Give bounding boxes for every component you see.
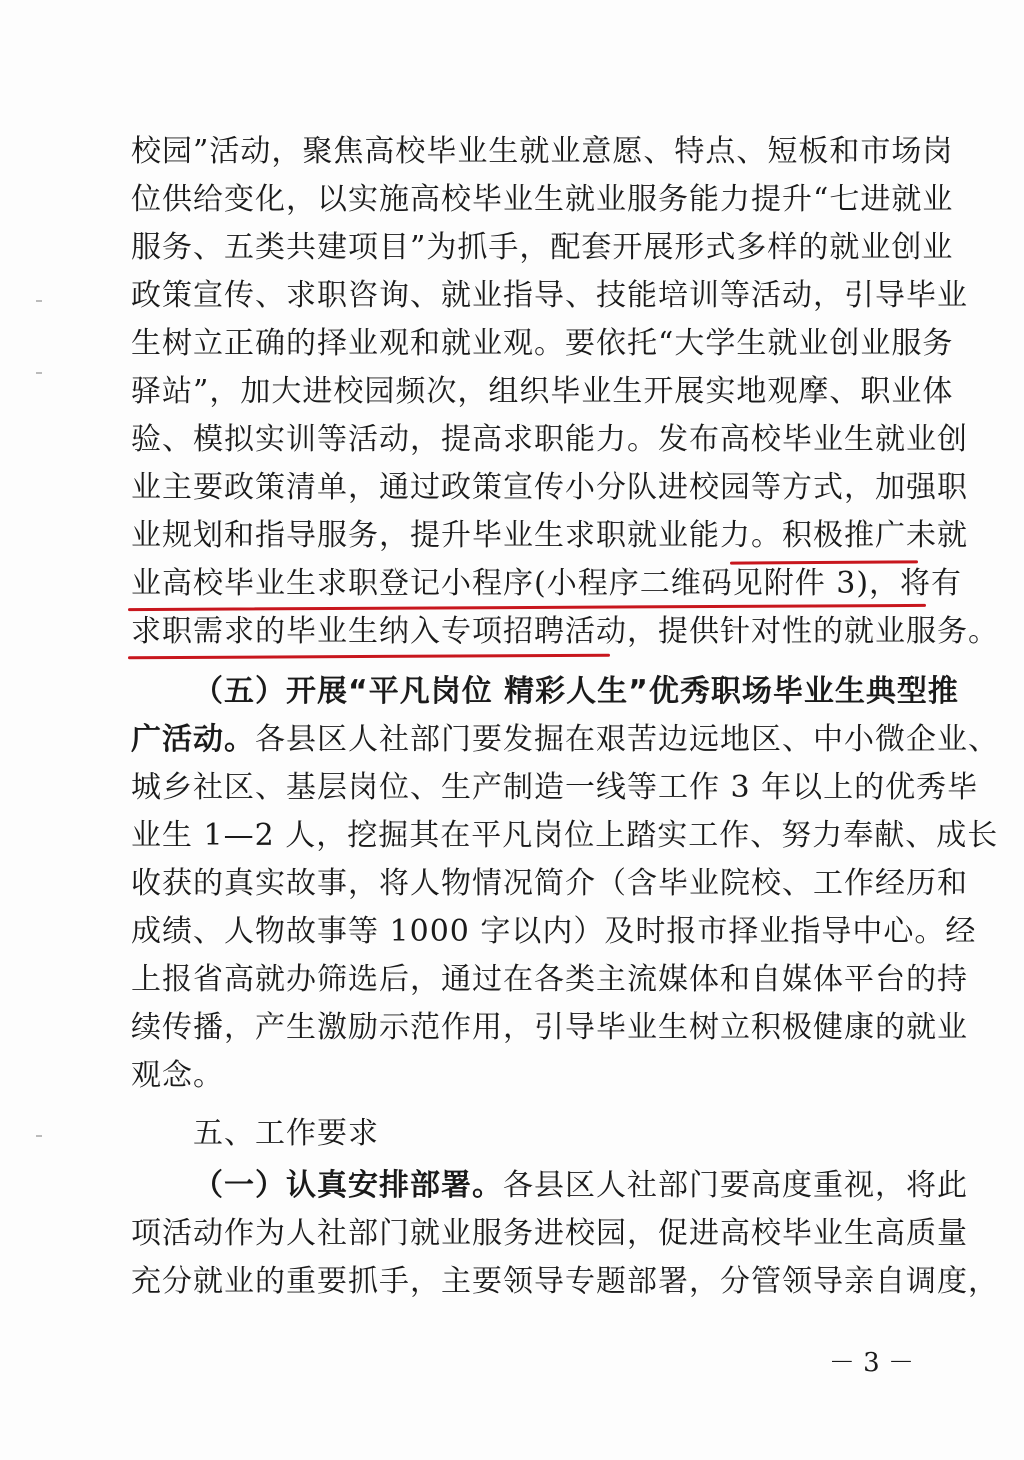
subsection-heading: （一）认真安排部署。 bbox=[193, 1168, 503, 1203]
body-line: 成绩、人物故事等 1000 字以内）及时报市择业指导中心。经 bbox=[131, 914, 977, 949]
body-line: 续传播，产生激励示范作用，引导毕业生树立积极健康的就业 bbox=[131, 1010, 968, 1045]
body-line: 业高校毕业生求职登记小程序(小程序二维码见附件 3)，将有 bbox=[131, 566, 963, 601]
body-line: 政策宣传、求职咨询、就业指导、技能培训等活动，引导毕业 bbox=[131, 278, 968, 313]
scan-mark bbox=[36, 300, 42, 302]
body-text: 各县区人社部门要高度重视，将此 bbox=[503, 1168, 968, 1203]
scan-mark bbox=[36, 1135, 42, 1137]
body-line: 驿站”，加大进校园频次，组织毕业生开展实地观摩、职业体 bbox=[131, 374, 954, 409]
body-line: 观念。 bbox=[131, 1058, 224, 1093]
body-line: 充分就业的重要抓手，主要领导专题部署，分管领导亲自调度， bbox=[131, 1264, 999, 1299]
body-line: 收获的真实故事，将人物情况简介（含毕业院校、工作经历和 bbox=[131, 866, 968, 901]
body-line: 位供给变化，以实施高校毕业生就业服务能力提升“七进就业 bbox=[131, 182, 954, 217]
body-line: 生树立正确的择业观和就业观。要依托“大学生就业创业服务 bbox=[131, 326, 954, 361]
page-number: － 3 － bbox=[828, 1348, 914, 1378]
body-line: 业规划和指导服务，提升毕业生求职就业能力。积极推广未就 bbox=[131, 518, 968, 553]
body-line bbox=[131, 716, 999, 764]
body-line: 上报省高就办筛选后，通过在各类主流媒体和自媒体平台的持 bbox=[131, 962, 968, 997]
body-text: 各县区人社部门要发掘在艰苦边远地区、中小微企业、 bbox=[255, 722, 999, 757]
scan-mark bbox=[36, 372, 42, 374]
section-heading-end: 广活动。 bbox=[131, 722, 255, 757]
body-line: 校园”活动，聚焦高校毕业生就业意愿、特点、短板和市场岗 bbox=[131, 134, 954, 169]
body-line bbox=[193, 1162, 968, 1210]
body-line: 求职需求的毕业生纳入专项招聘活动，提供针对性的就业服务。 bbox=[131, 614, 999, 649]
chapter-heading: 五、工作要求 bbox=[193, 1116, 379, 1151]
body-line: 业生 1—2 人，挖掘其在平凡岗位上踏实工作、努力奉献、成长 bbox=[131, 818, 999, 853]
body-line: 业主要政策清单，通过政策宣传小分队进校园等方式，加强职 bbox=[131, 470, 968, 505]
section-heading: （五）开展“平凡岗位 精彩人生”优秀职场毕业生典型推 bbox=[193, 674, 959, 709]
body-line: 项活动作为人社部门就业服务进校园，促进高校毕业生高质量 bbox=[131, 1216, 968, 1251]
body-line: 城乡社区、基层岗位、生产制造一线等工作 3 年以上的优秀毕 bbox=[131, 770, 979, 805]
body-line: 验、模拟实训等活动，提高求职能力。发布高校毕业生就业创 bbox=[131, 422, 968, 457]
body-line: 服务、五类共建项目”为抓手，配套开展形式多样的就业创业 bbox=[131, 230, 954, 265]
